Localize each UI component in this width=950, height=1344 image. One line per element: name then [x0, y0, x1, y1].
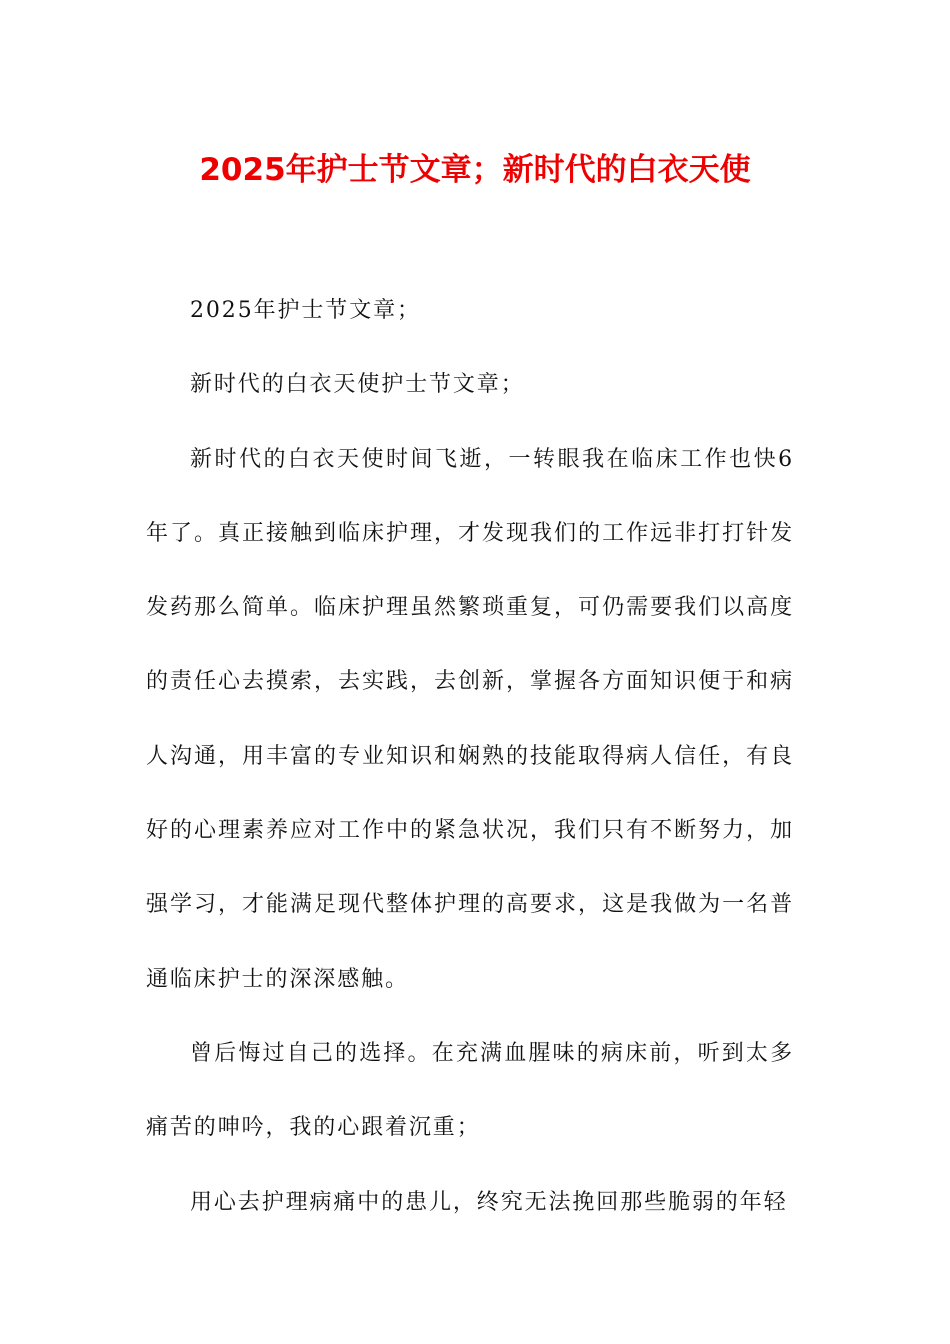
paragraph-heading-2: 新时代的白衣天使护士节文章；: [190, 372, 525, 398]
paragraph-heading-1: 2025年护士节文章；: [190, 298, 421, 323]
document-body: [146, 274, 794, 1240]
document-title: 2025年护士节文章；新时代的白衣天使: [199, 152, 751, 188]
paragraph-regret: 曾后悔过自己的选择。在充满血腥味的病床前，听到太多痛苦的呻吟，我的心跟着沉重；: [146, 1040, 794, 1141]
paragraph-main: 新时代的白衣天使时间飞逝，一转眼我在临床工作也快6年了。真正接触到临床护理，才发现我们的工作远非打打针发发药那么简单。临床护理虽然繁琐重复，可仍需要我们以高度的责任心去摸索，去实践，去创新，掌握各方面知识便于和病人沟通，用丰富的专业知识和娴熟的技能取得病人信任，有良好的心理素养应对工作中的紧急状况，我们只有不断努力，加强学习，才能满足现代整体护理的高要求，这是我做为一名普通临床护士的深深感触。: [146, 446, 794, 992]
paragraph-care: 用心去护理病痛中的患儿，终究无法挽回那些脆弱的年轻: [190, 1189, 788, 1215]
